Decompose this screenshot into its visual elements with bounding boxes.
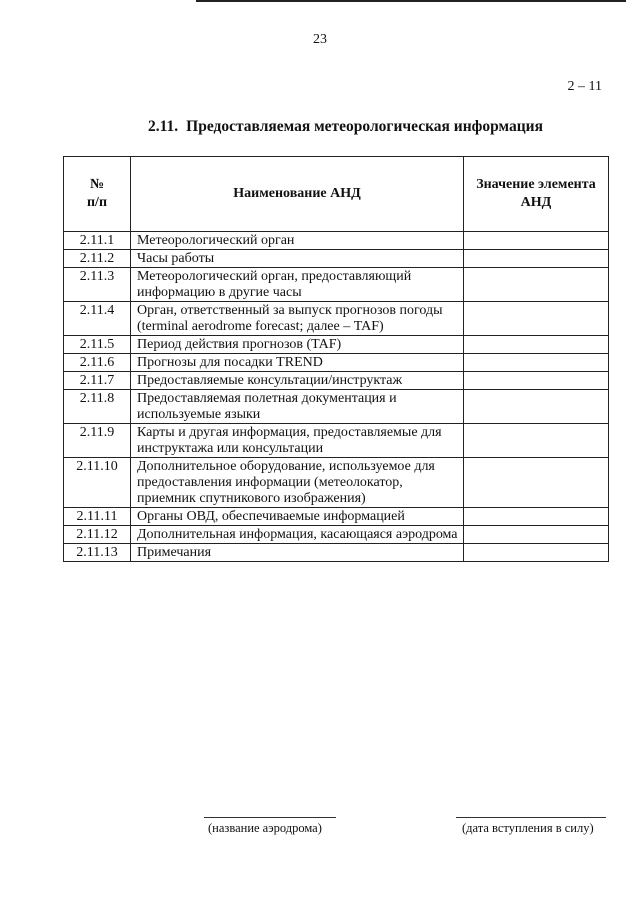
aerodrome-name-line — [204, 817, 336, 818]
row-value — [464, 336, 609, 354]
table-row — [64, 232, 609, 250]
row-number: 2.11.9 — [64, 424, 131, 458]
section-heading — [148, 118, 543, 136]
top-border-line — [196, 0, 626, 2]
row-name: Прогнозы для посадки TREND — [131, 354, 464, 372]
section-number: 2.11. — [148, 118, 179, 135]
page-code: 2 – 11 — [567, 79, 602, 94]
row-name: Карты и другая информация, предоставляемые для инструктажа или консультации — [131, 424, 464, 458]
table-row — [64, 302, 609, 336]
table-row — [64, 458, 609, 508]
row-name: Дополнительная информация, касающаяся аэродрома — [131, 526, 464, 544]
table-row — [64, 390, 609, 424]
row-name: Период действия прогнозов (TAF) — [131, 336, 464, 354]
row-number: 2.11.8 — [64, 390, 131, 424]
met-info-table — [63, 156, 609, 562]
row-number: 2.11.6 — [64, 354, 131, 372]
header-num-line1: № — [89, 177, 105, 192]
page-number: 23 — [313, 32, 327, 47]
header-num — [64, 157, 131, 232]
header-value — [464, 157, 609, 232]
row-name: Дополнительное оборудование, используемое для предоставления информации (метеолокатор, приемник спутникового изображения) — [131, 458, 464, 508]
row-name: Часы работы — [131, 250, 464, 268]
row-value — [464, 508, 609, 526]
row-number: 2.11.2 — [64, 250, 131, 268]
row-value — [464, 302, 609, 336]
header-value-line2: АНД — [520, 195, 552, 210]
row-value — [464, 268, 609, 302]
table-row — [64, 508, 609, 526]
row-value — [464, 526, 609, 544]
table-row — [64, 336, 609, 354]
header-num-line2: п/п — [86, 195, 108, 210]
row-value — [464, 424, 609, 458]
header-value-line1: Значение элемента — [476, 177, 596, 192]
row-name: Примечания — [131, 544, 464, 562]
row-value — [464, 372, 609, 390]
row-value — [464, 390, 609, 424]
aerodrome-name-caption: (название аэродрома) — [208, 821, 322, 835]
effective-date-line — [456, 817, 606, 818]
row-name: Орган, ответственный за выпуск прогнозов погоды (terminal aerodrome forecast; далее – TAF) — [131, 302, 464, 336]
table-row — [64, 250, 609, 268]
row-value — [464, 458, 609, 508]
row-name: Метеорологический орган — [131, 232, 464, 250]
table-header-row — [64, 157, 609, 232]
row-name: Предоставляемая полетная документация и используемые языки — [131, 390, 464, 424]
row-number: 2.11.7 — [64, 372, 131, 390]
section-title: Предоставляемая метеорологическая информация — [186, 118, 543, 135]
row-value — [464, 354, 609, 372]
row-value — [464, 544, 609, 562]
row-number: 2.11.4 — [64, 302, 131, 336]
row-number: 2.11.1 — [64, 232, 131, 250]
row-number: 2.11.3 — [64, 268, 131, 302]
header-name: Наименование АНД — [131, 157, 464, 232]
row-number: 2.11.12 — [64, 526, 131, 544]
row-number: 2.11.13 — [64, 544, 131, 562]
table-row — [64, 424, 609, 458]
table-row — [64, 372, 609, 390]
row-name: Органы ОВД, обеспечиваемые информацией — [131, 508, 464, 526]
row-name: Метеорологический орган, предоставляющий информацию в другие часы — [131, 268, 464, 302]
effective-date-caption: (дата вступления в силу) — [462, 821, 594, 835]
table-row — [64, 268, 609, 302]
row-number: 2.11.11 — [64, 508, 131, 526]
table-row — [64, 544, 609, 562]
row-number: 2.11.5 — [64, 336, 131, 354]
table-row — [64, 526, 609, 544]
table-row — [64, 354, 609, 372]
row-value — [464, 232, 609, 250]
row-value — [464, 250, 609, 268]
row-number: 2.11.10 — [64, 458, 131, 508]
row-name: Предоставляемые консультации/инструктаж — [131, 372, 464, 390]
